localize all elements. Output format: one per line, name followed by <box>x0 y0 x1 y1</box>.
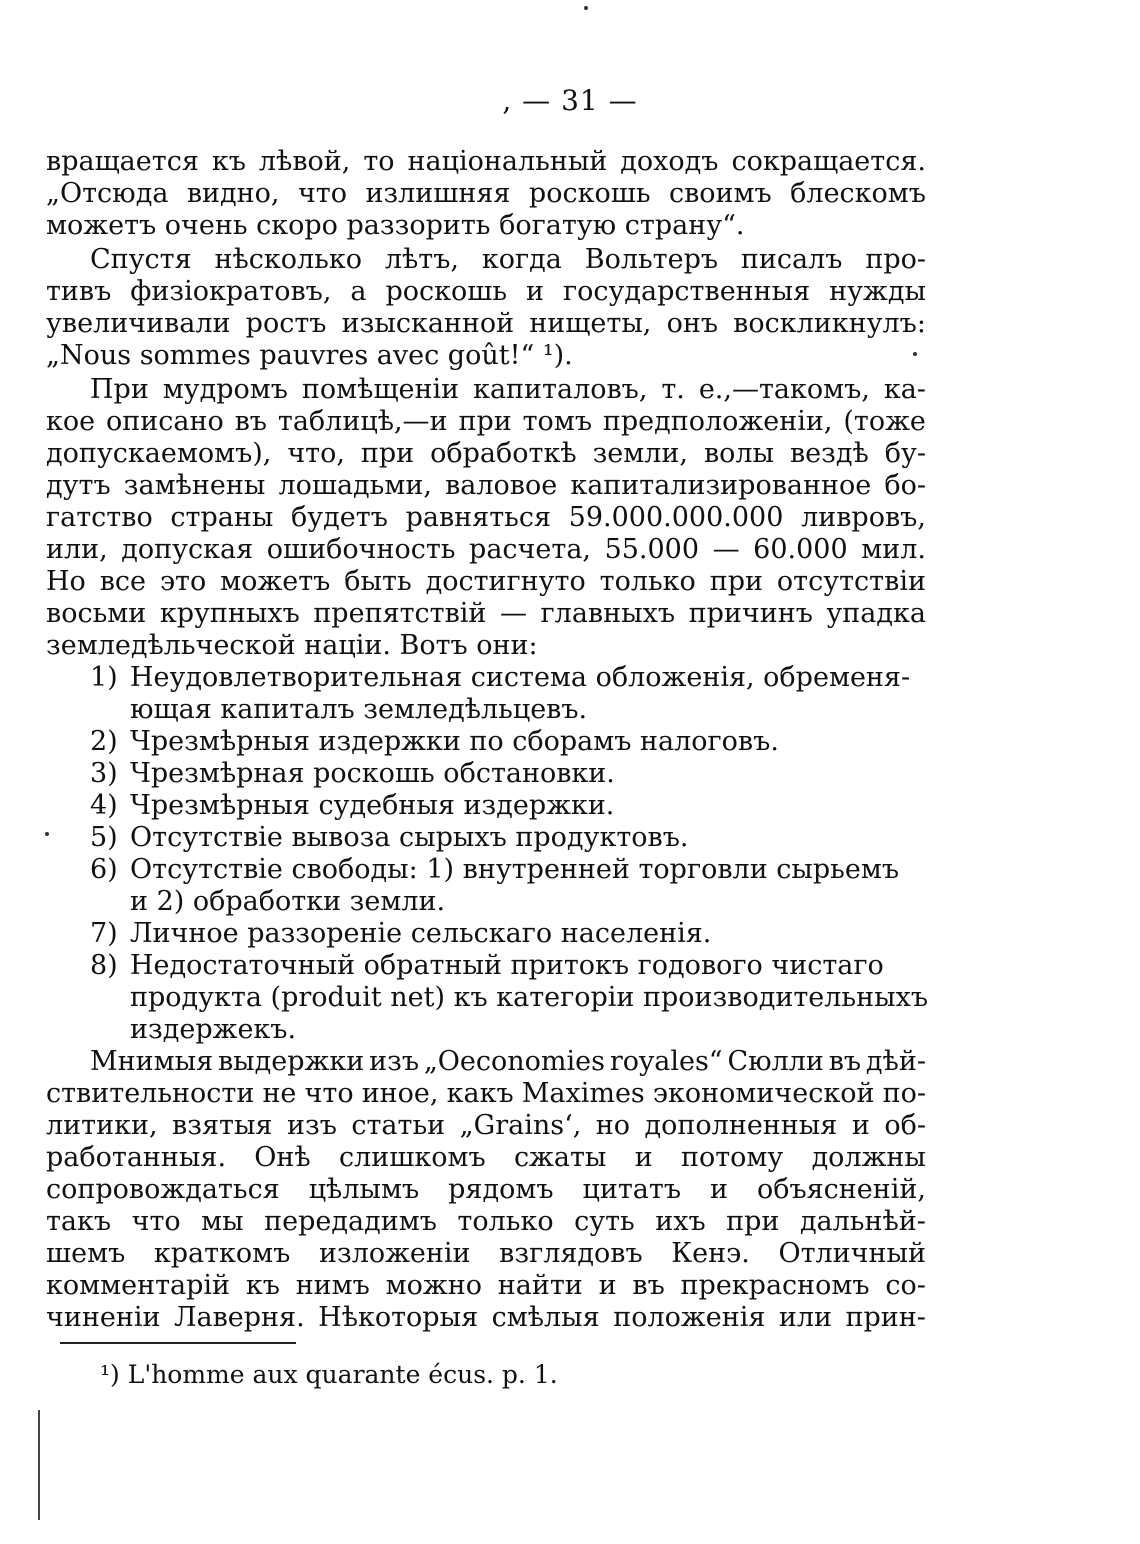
scan-artifact <box>38 1410 40 1520</box>
text-line: Спустя нѣсколько лѣтъ, когда Вольтеръ писалъ про- <box>90 244 926 275</box>
list-number: 6) <box>90 854 118 885</box>
list-number: 4) <box>90 790 118 821</box>
text-line: литики, взятыя изъ статьи „Grains‘, но дополненныя и об- <box>46 1110 926 1141</box>
scan-artifact <box>584 6 588 10</box>
list-item-continuation: издержекъ. <box>130 1014 297 1045</box>
footnote-divider <box>60 1342 296 1344</box>
text-line: чиненіи Лаверня. Нѣкоторыя смѣлыя положенія или прин- <box>46 1302 926 1333</box>
text-line: увеличивали ростъ изысканной нищеты, онъ воскликнулъ: <box>46 308 926 339</box>
text-line: восьми крупныхъ препятствій — главныхъ причинъ упадка <box>46 598 926 629</box>
text-line: Но все это можетъ быть достигнуто только при отсутствіи <box>46 566 926 597</box>
list-item-continuation: и 2) обработки земли. <box>130 886 446 917</box>
text-line: При мудромъ помѣщеніи капиталовъ, т. е.,—такомъ, ка- <box>90 374 926 405</box>
text-line: комментарій къ нимъ можно найти и въ прекрасномъ со- <box>46 1270 926 1301</box>
list-number: 7) <box>90 918 118 949</box>
list-item-continuation: ющая капиталъ земледѣльцевъ. <box>130 694 588 725</box>
text-line: земледѣльческой націи. Вотъ они: <box>46 630 538 661</box>
text-line: гатство страны будетъ равняться 59.000.000.000 ливровъ, <box>46 502 926 533</box>
list-text: Личное раззореніе сельскаго населенія. <box>130 918 712 949</box>
list-text: Чрезмѣрныя судебныя издержки. <box>130 790 615 821</box>
list-text: Чрезмѣрная роскошь обстановки. <box>130 758 615 789</box>
footnote: ¹) L'homme aux quarante écus. p. 1. <box>100 1360 558 1389</box>
list-text: Отсутствіе вывоза сырыхъ продуктовъ. <box>130 822 689 853</box>
list-text: Неудовлетворительная система обложенія, обременя- <box>130 662 911 693</box>
list-item <box>90 790 926 822</box>
list-item <box>90 758 926 790</box>
list-number: 8) <box>90 950 118 981</box>
list-text: Чрезмѣрныя издержки по сборамъ налоговъ. <box>130 726 779 757</box>
list-item <box>90 918 926 950</box>
list-item <box>90 950 926 982</box>
text-line: вращается къ лѣвой, то національный доходъ сокращается. <box>46 146 926 177</box>
text-line: „Nous sommes pauvres avec goût!“ ¹). <box>46 340 573 371</box>
text-line: или, допуская ошибочность расчета, 55.000 — 60.000 мил. <box>46 534 926 565</box>
list-text: Недостаточный обратный притокъ годового чистаго <box>130 950 884 981</box>
list-item <box>90 822 926 854</box>
page-number: , — 31 — <box>502 84 638 117</box>
text-line: кое описано въ таблицѣ,—и при томъ предположеніи, (тоже <box>46 406 926 437</box>
text-line: такъ что мы передадимъ только суть ихъ при дальнѣй- <box>46 1206 926 1237</box>
list-number: 2) <box>90 726 118 757</box>
text-line: тивъ физіократовъ, а роскошь и государственныя нужды <box>46 276 926 307</box>
text-line: ствительности не что иное, какъ Maximes экономической по- <box>46 1078 926 1109</box>
text-line: допускаемомъ), что, при обработкѣ земли, волы вездѣ бу- <box>46 438 926 469</box>
list-item <box>90 662 926 694</box>
text-line: шемъ краткомъ изложеніи взглядовъ Кенэ. Отличный <box>46 1238 926 1269</box>
text-line: дутъ замѣнены лошадьми, валовое капитализированное бо- <box>46 470 926 501</box>
text-line: „Отсюда видно, что излишняя роскошь своимъ блескомъ <box>46 178 926 209</box>
scan-artifact <box>913 352 917 356</box>
list-text: Отсутствіе свободы: 1) внутренней торговли сырьемъ <box>130 854 900 885</box>
list-number: 1) <box>90 662 118 693</box>
list-number: 3) <box>90 758 118 789</box>
text-line: сопровождаться цѣлымъ рядомъ цитатъ и объясненій, <box>46 1174 926 1205</box>
scan-artifact <box>45 832 49 836</box>
list-item <box>90 854 926 886</box>
list-number: 5) <box>90 822 118 853</box>
text-line: Мнимыя выдержки изъ „Oeconomies royales“ Сюлли въ дѣй- <box>90 1046 926 1077</box>
text-line: можетъ очень скоро раззорить богатую страну“. <box>46 210 745 241</box>
text-line: работанныя. Онѣ слишкомъ сжаты и потому должны <box>46 1142 926 1173</box>
list-item <box>90 726 926 758</box>
list-item-continuation: продукта (produit net) къ категоріи производительныхъ <box>130 982 929 1013</box>
